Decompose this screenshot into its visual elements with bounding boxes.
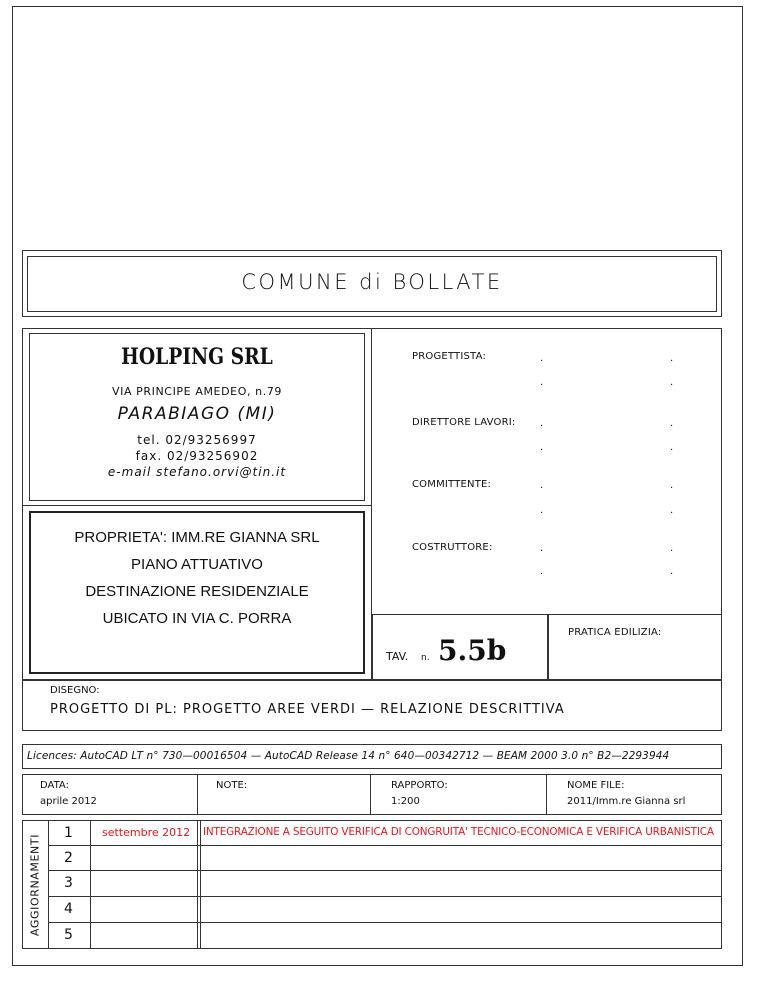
project-line-2: PIANO ATTUATIVO — [131, 556, 263, 573]
info-divider-2 — [370, 774, 371, 815]
update-row-3-number: 3 — [64, 875, 73, 891]
tav-label: TAV. — [386, 650, 409, 663]
update-row-4-number: 4 — [64, 901, 73, 917]
direttore-label: DIRETTORE LAVORI: — [412, 417, 516, 428]
company-tel: tel. 02/93256997 — [137, 433, 257, 447]
costruttore-value-4: . — [670, 566, 674, 577]
pratica-label: PRATICA EDILIZIA: — [568, 627, 662, 638]
update-row-5-number: 5 — [64, 927, 73, 943]
data-label: DATA: — [40, 780, 69, 791]
committente-value-4: . — [670, 505, 674, 516]
direttore-value-4: . — [670, 442, 674, 453]
disegno-title: PROGETTO DI PL: PROGETTO AREE VERDI — RELAZIONE DESCRITTIVA — [50, 702, 565, 717]
progettista-value-4: . — [670, 377, 674, 388]
updates-vertical-label: AGGIORNAMENTI — [28, 833, 42, 937]
updates-row-line-2 — [48, 870, 722, 871]
committente-label: COMMITTENTE: — [412, 479, 492, 490]
nomefile-value: 2011/Imm.re Gianna srl — [567, 796, 686, 807]
costruttore-label: COSTRUTTORE: — [412, 542, 493, 553]
update-row-1-date: settembre 2012 — [102, 826, 191, 839]
rapporto-value: 1:200 — [391, 796, 420, 807]
nomefile-label: NOME FILE: — [567, 780, 625, 791]
updates-date-divider — [197, 820, 198, 949]
updates-box — [22, 820, 722, 949]
update-row-1-description: INTEGRAZIONE A SEGUITO VERIFICA DI CONGRUITA' TECNICO-ECONOMICA E VERIFICA URBANISTICA — [203, 826, 714, 838]
rapporto-label: RAPPORTO: — [391, 780, 448, 791]
updates-row-line-1 — [48, 845, 722, 846]
update-row-1-number: 1 — [64, 825, 73, 841]
project-line-4: UBICATO IN VIA C. PORRA — [102, 610, 292, 627]
data-value: aprile 2012 — [40, 796, 97, 807]
progettista-label: PROGETTISTA: — [412, 351, 487, 362]
disegno-label: DISEGNO: — [50, 685, 100, 696]
info-divider-3 — [546, 774, 547, 815]
progettista-value-3: . — [540, 377, 544, 388]
note-label: NOTE: — [216, 780, 248, 791]
updates-desc-divider — [200, 820, 201, 949]
licences-text: Licences: AutoCAD LT n° 730—00016504 — AutoCAD Release 14 n° 640—00342712 — BEAM 2000 3.0 n° B2—2293944 — [27, 750, 670, 762]
progettista-value-2: . — [670, 353, 674, 364]
costruttore-value-3: . — [540, 566, 544, 577]
committente-value-1: . — [540, 480, 544, 491]
tav-n-label: n. — [421, 653, 430, 663]
direttore-value-3: . — [540, 442, 544, 453]
company-name: HOLPING SRL — [121, 344, 273, 370]
project-line-3: DESTINAZIONE RESIDENZIALE — [85, 583, 309, 600]
company-email: e-mail stefano.orvi@tin.it — [107, 465, 287, 479]
direttore-value-2: . — [670, 418, 674, 429]
costruttore-value-1: . — [540, 543, 544, 554]
pratica-box — [548, 614, 722, 680]
company-city: PARABIAGO (MI) — [117, 404, 277, 424]
info-divider-1 — [197, 774, 198, 815]
company-address: VIA PRINCIPE AMEDEO, n.79 — [111, 385, 283, 398]
updates-row-line-3 — [48, 896, 722, 897]
progettista-value-1: . — [540, 353, 544, 364]
updates-row-line-4 — [48, 922, 722, 923]
update-row-2-number: 2 — [64, 850, 73, 866]
costruttore-value-2: . — [670, 543, 674, 554]
company-fax: fax. 02/93256902 — [135, 449, 259, 463]
updates-num-divider — [90, 820, 91, 949]
project-line-1: PROPRIETA': IMM.RE GIANNA SRL — [74, 529, 320, 546]
committente-value-3: . — [540, 505, 544, 516]
updates-label-divider — [48, 820, 49, 949]
municipality-title: COMUNE di BOLLATE — [241, 270, 503, 294]
committente-value-2: . — [670, 480, 674, 491]
direttore-value-1: . — [540, 418, 544, 429]
tav-number: 5.5b — [438, 634, 507, 667]
